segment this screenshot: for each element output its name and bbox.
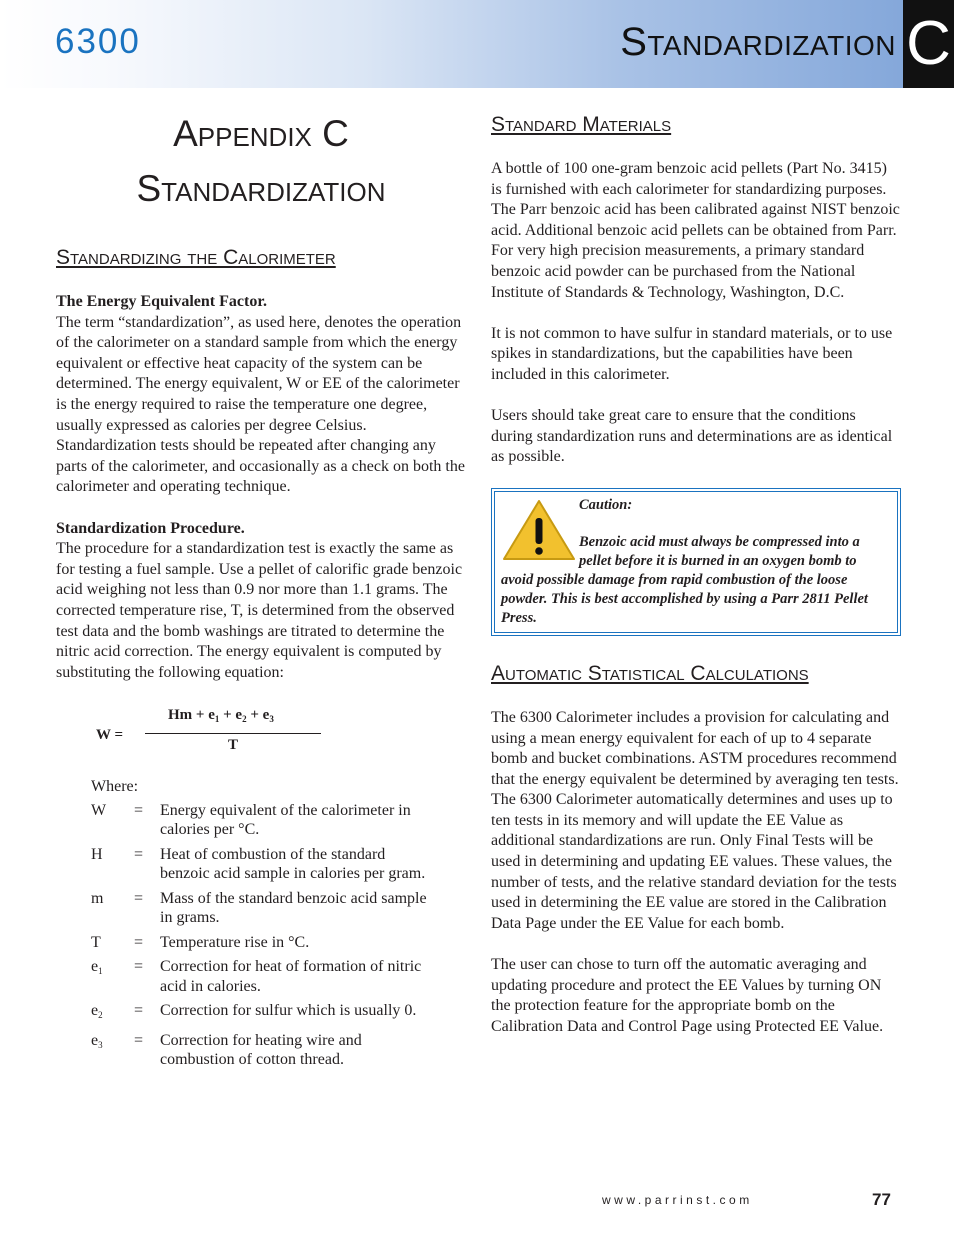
procedure-title: Standardization Procedure. — [56, 519, 245, 537]
definition-text: Correction for heating wire and combustion of cotton thread. — [160, 1031, 362, 1069]
definition-text: Correction for sulfur which is usually 0. — [160, 1002, 417, 1020]
procedure-text: The procedure for a standardization test is exactly the same as for testing a fuel sample. Use a pellet of calorific grade benzoic acid weighing not less than 0.9 nor more than 1.1 grams. The corrected temperature rise, T, is determined from the observed test data and the bomb washings are titrated to determine the nitric acid correction. The energy equivalent is computed by substituting the following equation: — [56, 540, 463, 681]
definition-row — [56, 957, 466, 996]
page-number: 77 — [872, 1190, 891, 1209]
standardizing-heading: Standardizing the Calorimeter — [56, 246, 336, 269]
appendix-title-line1: Appendix C — [173, 113, 349, 154]
definition-equals: = — [134, 845, 144, 863]
definition-text: Correction for heat of formation of nitric acid in calories. — [160, 958, 422, 995]
fraction-bar — [145, 733, 321, 734]
definition-symbol: $e_1$ — [91, 958, 103, 977]
definition-equals: = — [134, 801, 144, 819]
section-title: Standardization — [620, 20, 896, 64]
definition-text: Temperature rise in °C. — [160, 933, 310, 951]
definition-equals: = — [134, 889, 144, 907]
definition-text: Heat of combustion of the standard benzoic acid sample in calories per gram. — [160, 845, 426, 883]
definition-text: Mass of the standard benzoic acid sample in grams. — [160, 889, 427, 927]
where-label: Where: — [91, 778, 139, 796]
model-number: 6300 — [55, 22, 141, 61]
definition-row — [56, 889, 466, 928]
where-definitions — [56, 777, 466, 1070]
definition-list — [56, 801, 466, 1070]
definition-symbol: H — [91, 845, 103, 863]
caution-box — [491, 488, 901, 636]
left-column — [56, 100, 466, 1075]
caution-title: Caution: — [579, 496, 633, 513]
energy-equivalent-text: The term “standardization”, as used here, denotes the operation of the calorimeter on a standard sample from which the energy equivalent or effective heat capacity of the system can be determined. The energy equivalent, W or EE of the calorimeter is the energy required to raise the temperature one degree, usually expressed as calories per degree Celsius. Standardization tests should be repeated after changing any parts of the calorimeter, and occasionally as a check on both the calorimeter and operating technique. — [56, 313, 465, 496]
definition-symbol: $e_3$ — [91, 1031, 103, 1050]
equation-numerator: $Hm + e_1 + e_2 + e_3$ — [168, 707, 274, 725]
automatic-calculations-heading: Automatic Statistical Calculations — [491, 661, 809, 685]
energy-equivalent-title: The Energy Equivalent Factor. — [56, 293, 267, 310]
definition-symbol: W — [91, 801, 107, 819]
appendix-title-line2: Standardization — [136, 168, 386, 209]
materials-paragraph-1: A bottle of 100 one-gram benzoic acid pellets (Part No. 3415) is furnished with each calorimeter for standardizing purposes. The Parr benzoic acid has been calibrated against NIST benzoic acid. Additional benzoic acid pellets can be obtained from Parr. — [491, 160, 900, 239]
definition-row — [56, 933, 466, 953]
standard-materials-heading: Standard Materials — [491, 113, 672, 136]
definition-equals: = — [134, 933, 144, 951]
appendix-title — [56, 106, 466, 216]
materials-paragraph-2: For very high precision measurements, a primary standard benzoic acid powder can be purchased from the National Institute of Standards & Technology, Washington, D.C. — [491, 242, 865, 301]
definition-row — [56, 1031, 466, 1070]
energy-equation — [56, 703, 466, 773]
definition-row — [56, 845, 466, 884]
definition-equals: = — [134, 1002, 144, 1020]
definition-symbol: $e_2$ — [91, 1002, 103, 1021]
definition-symbol: T — [91, 933, 101, 951]
warning-icon — [501, 498, 577, 562]
page-header — [0, 0, 954, 88]
definition-row — [56, 1001, 466, 1026]
section-letter-tab: C — [903, 0, 954, 88]
auto-paragraph-1: The 6300 Calorimeter includes a provision for calculating and using a mean energy equivalent for each of up to 4 separate bomb and bucket combinations. ASTM procedures recommend that the energy equivalent be determined by averaging ten tests. The 6300 Calorimeter automatically determines and uses up to ten tests in its memory and will update the EE Value as additional standardizations are run. Only Final Tests will be used in determining and updating EE values. These values, the number of tests, and the relative standard deviation for the tests used in determining the EE value are stored in the Calibration Data Page under the EE Value for each bomb. — [491, 708, 899, 932]
equation-lhs: W = — [96, 727, 124, 744]
auto-paragraph-2: The user can chose to turn off the automatic averaging and updating procedure and protect the EE Values by turning ON the protection feature for the appropriate bomb on the Calibration Data and Control Page using Protected EE Value. — [491, 956, 884, 1035]
equation-denominator: T — [228, 737, 239, 754]
definition-text: Energy equivalent of the calorimeter in calories per °C. — [160, 801, 411, 839]
caution-text: Benzoic acid must always be compressed into a pellet before it is burned in an oxygen bomb to avoid possible damage from rapid combustion of the loose powder. This is best accomplished by using a Parr 2811 Pellet Press. — [501, 533, 868, 626]
footer-url[interactable]: www.parrinst.com — [602, 1193, 753, 1207]
definition-equals: = — [134, 958, 144, 976]
materials-paragraph-3: It is not common to have sulfur in standard materials, or to use spikes in standardizations, but the capabilities have been included in this calorimeter. — [491, 324, 893, 383]
materials-paragraph-4: Users should take great care to ensure that the conditions during standardization runs and determinations are as identical as possible. — [491, 407, 893, 466]
right-column — [491, 100, 901, 1037]
definition-row — [56, 801, 466, 840]
definition-symbol: m — [91, 889, 104, 907]
definition-equals: = — [134, 1031, 144, 1049]
